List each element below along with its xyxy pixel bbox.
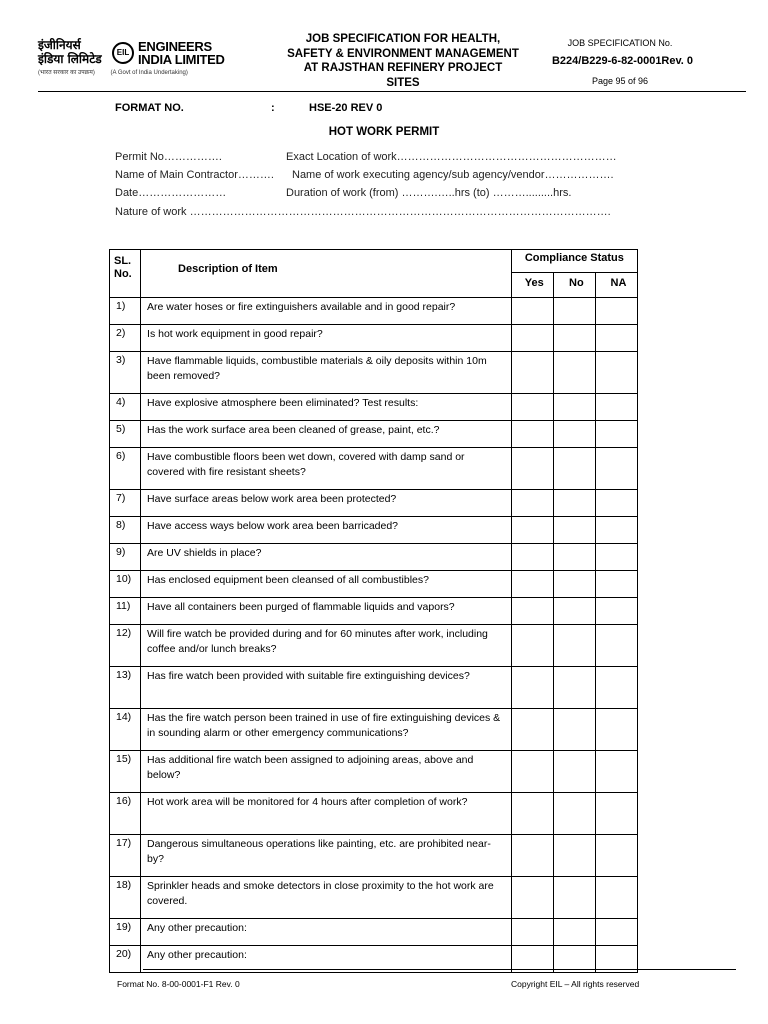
yes-cell[interactable]: [511, 709, 553, 751]
row-description: Any other precaution:: [141, 919, 512, 946]
row-number: 6): [110, 448, 141, 490]
yes-cell[interactable]: [511, 352, 553, 394]
row-number: 16): [110, 793, 141, 835]
yes-cell[interactable]: [511, 835, 553, 877]
row-number: 7): [110, 490, 141, 517]
table-row: [110, 352, 638, 394]
row-number: 13): [110, 667, 141, 709]
no-header: No: [553, 273, 595, 298]
header-title-line3: AT RAJSTHAN REFINERY PROJECT: [303, 62, 503, 74]
na-cell[interactable]: [595, 667, 637, 709]
executing-agency-field: Name of work executing agency/sub agency/vendor……………….: [292, 169, 614, 181]
row-description: Has fire watch been provided with suitable fire extinguishing devices?: [141, 667, 512, 709]
row-number: 18): [110, 877, 141, 919]
row-number: 17): [110, 835, 141, 877]
yes-cell[interactable]: [511, 325, 553, 352]
no-cell[interactable]: [553, 667, 595, 709]
row-number: 9): [110, 544, 141, 571]
eil-logo: [38, 38, 228, 78]
row-description: Hot work area will be monitored for 4 hours after completion of work?: [141, 793, 512, 835]
no-cell[interactable]: [553, 598, 595, 625]
table-row: [110, 751, 638, 793]
table-row: [110, 448, 638, 490]
row-number: 4): [110, 394, 141, 421]
no-cell[interactable]: [553, 793, 595, 835]
row-number: 1): [110, 298, 141, 325]
yes-cell[interactable]: [511, 421, 553, 448]
no-cell[interactable]: [553, 877, 595, 919]
row-description: Have all containers been purged of flammable liquids and vapors?: [141, 598, 512, 625]
no-cell[interactable]: [553, 625, 595, 667]
no-cell[interactable]: [553, 394, 595, 421]
na-cell[interactable]: [595, 544, 637, 571]
row-description: Has enclosed equipment been cleansed of all combustibles?: [141, 571, 512, 598]
logo-sub-hindi: (भारत सरकार का उपक्रम): [38, 70, 95, 76]
table-row: [110, 394, 638, 421]
na-cell[interactable]: [595, 325, 637, 352]
footer-format-no: Format No. 8-00-0001-F1 Rev. 0: [117, 979, 240, 989]
row-description: Have flammable liquids, combustible materials & oily deposits within 10m been removed?: [141, 352, 512, 394]
na-cell[interactable]: [595, 352, 637, 394]
checklist-table: [109, 249, 638, 973]
table-row: [110, 325, 638, 352]
permit-no-field: Permit No…………….: [115, 151, 222, 163]
row-description: Have explosive atmosphere been eliminated? Test results:: [141, 394, 512, 421]
na-cell[interactable]: [595, 751, 637, 793]
yes-cell[interactable]: [511, 625, 553, 667]
nature-of-work-field: Nature of work …………………………………………………………………………………………………….: [115, 206, 611, 218]
row-number: 10): [110, 571, 141, 598]
row-number: 20): [110, 946, 141, 973]
yes-cell[interactable]: [511, 793, 553, 835]
header-title-line4: SITES: [386, 76, 420, 89]
no-cell[interactable]: [553, 298, 595, 325]
na-cell[interactable]: [595, 421, 637, 448]
logo-english-text: [138, 40, 225, 66]
na-cell[interactable]: [595, 919, 637, 946]
no-cell[interactable]: [553, 919, 595, 946]
sl-header-line2: No.: [114, 268, 132, 280]
row-number: 2): [110, 325, 141, 352]
table-row: [110, 625, 638, 667]
table-row: [110, 571, 638, 598]
table-row: [110, 667, 638, 709]
logo-sub-english: (A Govt of India Undertaking): [110, 70, 188, 76]
logo-english-line1: ENGINEERS: [138, 39, 212, 54]
row-number: 12): [110, 625, 141, 667]
logo-hindi-text: [38, 38, 110, 66]
compliance-status-header: Compliance Status: [511, 250, 637, 273]
logo-mark-icon: EIL: [112, 42, 134, 64]
no-cell[interactable]: [553, 544, 595, 571]
no-cell[interactable]: [553, 835, 595, 877]
logo-hindi-line2: इंडिया लिमिटेड: [38, 52, 102, 66]
main-contractor-field: Name of Main Contractor……….: [115, 169, 274, 181]
yes-cell[interactable]: [511, 517, 553, 544]
table-row: [110, 835, 638, 877]
na-header: NA: [595, 273, 637, 298]
row-number: 8): [110, 517, 141, 544]
na-cell[interactable]: [595, 490, 637, 517]
date-field: Date……………………: [115, 187, 227, 199]
no-cell[interactable]: [553, 352, 595, 394]
table-row: [110, 544, 638, 571]
table-row: [110, 421, 638, 448]
yes-cell[interactable]: [511, 490, 553, 517]
na-cell[interactable]: [595, 448, 637, 490]
row-number: 11): [110, 598, 141, 625]
header-title-line2: SAFETY & ENVIRONMENT MANAGEMENT: [287, 47, 519, 60]
yes-cell[interactable]: [511, 448, 553, 490]
na-cell[interactable]: [595, 625, 637, 667]
spec-label: JOB SPECIFICATION No.: [567, 38, 673, 48]
row-description: Have combustible floors been wet down, covered with damp sand or covered with fire resistant sheets?: [141, 448, 512, 490]
na-cell[interactable]: [595, 598, 637, 625]
row-description: Are UV shields in place?: [141, 544, 512, 571]
format-colon: :: [271, 102, 275, 114]
logo-english-line2: INDIA LIMITED: [138, 52, 225, 67]
no-cell[interactable]: [553, 325, 595, 352]
row-number: 5): [110, 421, 141, 448]
table-row: [110, 793, 638, 835]
header-title-line1: JOB SPECIFICATION FOR HEALTH,: [305, 33, 501, 45]
table-row: [110, 877, 638, 919]
row-number: 3): [110, 352, 141, 394]
row-number: 15): [110, 751, 141, 793]
logo-subtitle: [38, 68, 228, 76]
row-description: Have surface areas below work area been protected?: [141, 490, 512, 517]
page-number: Page 95 of 96: [591, 76, 649, 86]
duration-field: Duration of work (from) ……….…..hrs (to) ……….........hrs.: [286, 187, 572, 199]
no-cell[interactable]: [553, 517, 595, 544]
table-row: [110, 598, 638, 625]
row-description: Sprinkler heads and smoke detectors in close proximity to the hot work are covered.: [141, 877, 512, 919]
table-row: [110, 919, 638, 946]
table-row: [110, 709, 638, 751]
table-row: [110, 517, 638, 544]
footer-copyright: Copyright EIL – All rights reserved: [511, 979, 640, 989]
yes-cell[interactable]: [511, 751, 553, 793]
na-cell[interactable]: [595, 835, 637, 877]
yes-cell[interactable]: [511, 298, 553, 325]
yes-cell[interactable]: [511, 571, 553, 598]
row-description: Are water hoses or fire extinguishers available and in good repair?: [141, 298, 512, 325]
row-number: 19): [110, 919, 141, 946]
na-cell[interactable]: [595, 877, 637, 919]
row-number: 14): [110, 709, 141, 751]
yes-cell[interactable]: [511, 919, 553, 946]
no-cell[interactable]: [553, 751, 595, 793]
header-title: [276, 32, 530, 90]
yes-cell[interactable]: [511, 394, 553, 421]
row-description: Have access ways below work area been barricaded?: [141, 517, 512, 544]
exact-location-field: Exact Location of work……………………………………………………: [286, 151, 617, 163]
yes-cell[interactable]: [511, 667, 553, 709]
table-row: [110, 298, 638, 325]
na-cell[interactable]: [595, 298, 637, 325]
na-cell[interactable]: [595, 571, 637, 598]
row-description: Has additional fire watch been assigned to adjoining areas, above and below?: [141, 751, 512, 793]
na-cell[interactable]: [595, 793, 637, 835]
yes-cell[interactable]: [511, 544, 553, 571]
no-cell[interactable]: [553, 421, 595, 448]
na-cell[interactable]: [595, 709, 637, 751]
header-divider: [38, 91, 746, 92]
na-cell[interactable]: [595, 394, 637, 421]
yes-header: Yes: [511, 273, 553, 298]
row-description: Any other precaution:: [141, 946, 512, 973]
table-row: [110, 490, 638, 517]
logo-hindi-line1: इंजीनियर्स: [38, 38, 81, 52]
sl-no-header: [110, 250, 141, 298]
row-description: Is hot work equipment in good repair?: [141, 325, 512, 352]
no-cell[interactable]: [553, 571, 595, 598]
row-description: Has the fire watch person been trained in use of fire extinguishing devices & in sounding alarm or other emergency communications?: [141, 709, 512, 751]
sl-header-line1: SL.: [114, 255, 132, 267]
row-description: Dangerous simultaneous operations like painting, etc. are prohibited near-by?: [141, 835, 512, 877]
format-label: FORMAT NO.: [115, 102, 184, 114]
row-description: Has the work surface area been cleaned of grease, paint, etc.?: [141, 421, 512, 448]
footer-divider: [143, 969, 736, 970]
row-description: Will fire watch be provided during and for 60 minutes after work, including coffee and/or lunch breaks?: [141, 625, 512, 667]
document-title: HOT WORK PERMIT: [328, 126, 440, 138]
description-header: Description of Item: [141, 250, 512, 298]
yes-cell[interactable]: [511, 598, 553, 625]
yes-cell[interactable]: [511, 877, 553, 919]
spec-number: B224/B229-6-82-0001Rev. 0: [551, 55, 694, 67]
no-cell[interactable]: [553, 490, 595, 517]
format-value: HSE-20 REV 0: [309, 102, 383, 114]
no-cell[interactable]: [553, 448, 595, 490]
no-cell[interactable]: [553, 709, 595, 751]
na-cell[interactable]: [595, 517, 637, 544]
